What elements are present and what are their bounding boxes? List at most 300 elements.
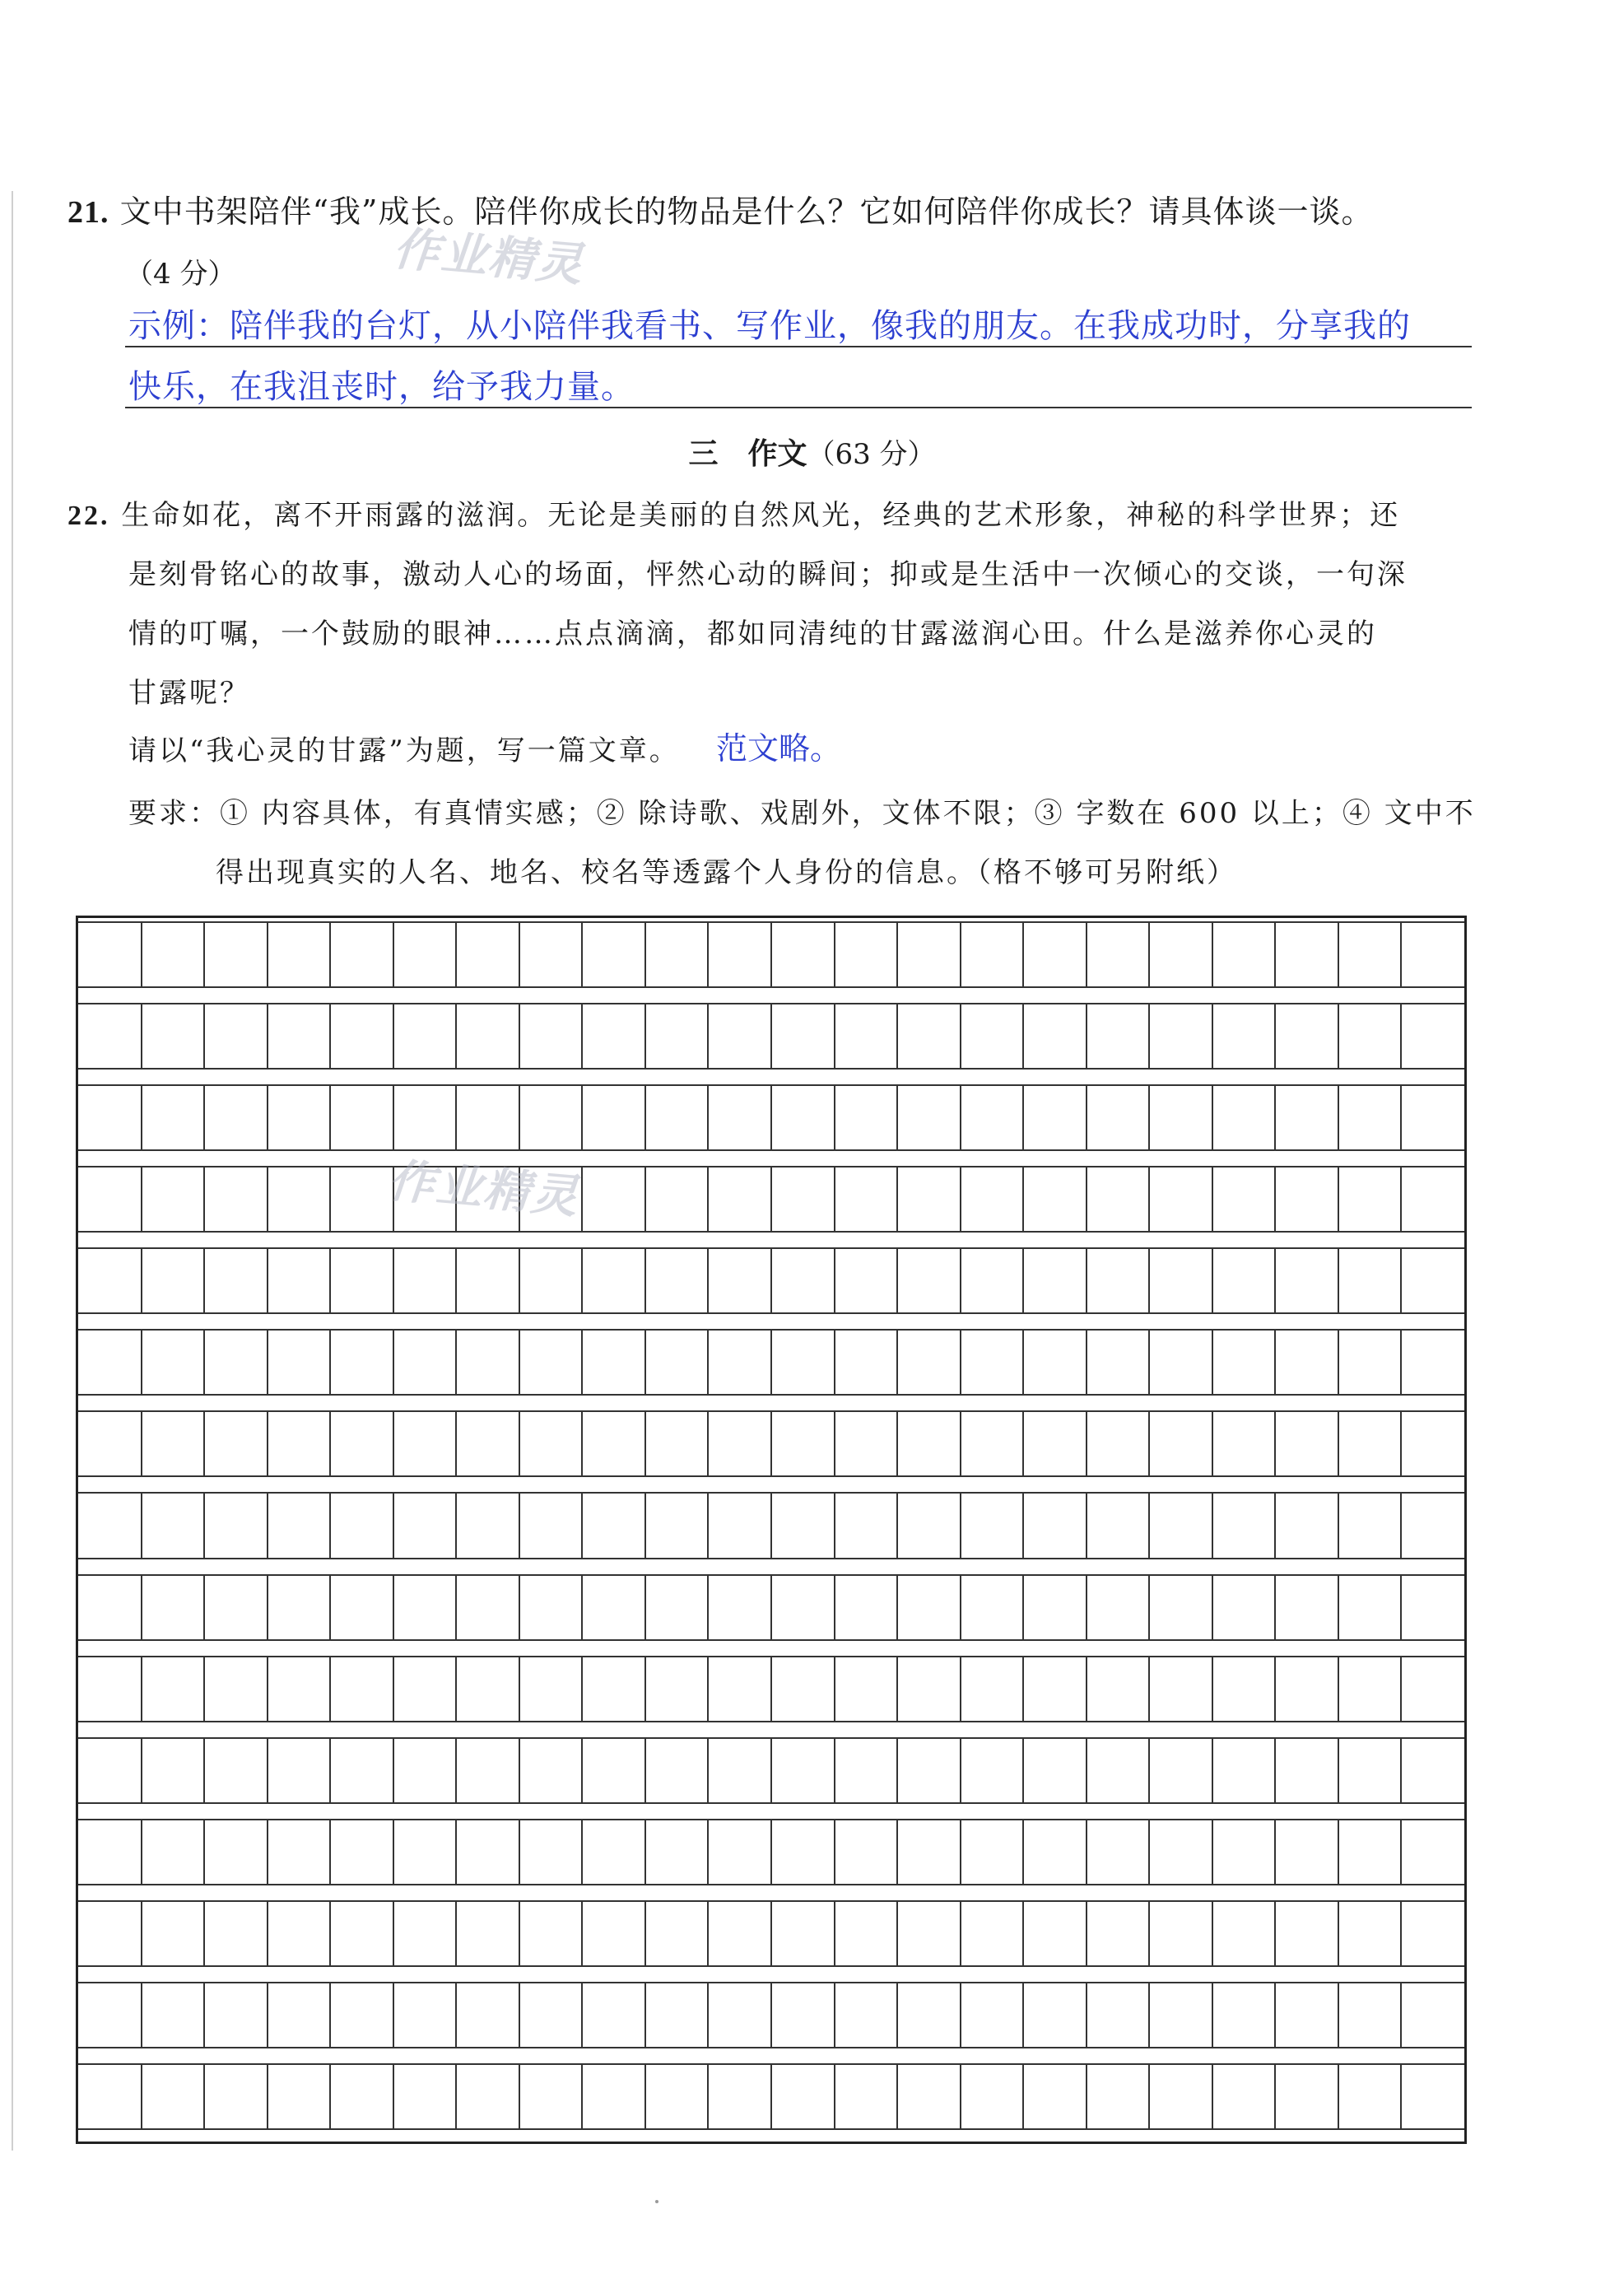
grid-cell[interactable]: [582, 1492, 646, 1559]
grid-cell[interactable]: [1338, 1166, 1403, 1233]
grid-cell[interactable]: [78, 1084, 142, 1151]
grid-cell[interactable]: [142, 1166, 206, 1233]
grid-cell[interactable]: [78, 1329, 142, 1396]
grid-cell[interactable]: [330, 1084, 394, 1151]
grid-cell[interactable]: [708, 1982, 772, 2048]
grid-cell[interactable]: [1149, 1900, 1213, 1967]
grid-cell[interactable]: [1275, 1247, 1339, 1314]
grid-cell[interactable]: [1023, 1737, 1087, 1804]
grid-cell[interactable]: [1338, 921, 1403, 988]
grid-cell[interactable]: [78, 921, 142, 988]
grid-cell[interactable]: [771, 1410, 835, 1477]
grid-cell[interactable]: [1338, 1819, 1403, 1885]
grid-cell[interactable]: [519, 1737, 584, 1804]
grid-cell[interactable]: [204, 1656, 268, 1722]
grid-cell[interactable]: [1212, 1819, 1277, 1885]
grid-cell[interactable]: [78, 1003, 142, 1070]
grid-cell[interactable]: [204, 1900, 268, 1967]
grid-cell[interactable]: [835, 1737, 899, 1804]
grid-cell[interactable]: [456, 1410, 520, 1477]
grid-cell[interactable]: [897, 1737, 961, 1804]
grid-cell[interactable]: [582, 2063, 646, 2130]
grid-cell[interactable]: [519, 921, 584, 988]
grid-cell[interactable]: [1275, 1574, 1339, 1641]
grid-cell[interactable]: [835, 2063, 899, 2130]
grid-cell[interactable]: [771, 1492, 835, 1559]
grid-cell[interactable]: [330, 1410, 394, 1477]
grid-cell[interactable]: [582, 921, 646, 988]
grid-cell[interactable]: [1023, 1982, 1087, 2048]
grid-cell[interactable]: [456, 1003, 520, 1070]
grid-cell[interactable]: [1023, 1084, 1087, 1151]
grid-cell[interactable]: [897, 1819, 961, 1885]
grid-cell[interactable]: [897, 1247, 961, 1314]
grid-cell[interactable]: [142, 1737, 206, 1804]
grid-cell[interactable]: [1338, 1900, 1403, 1967]
grid-cell[interactable]: [1023, 1003, 1087, 1070]
grid-cell[interactable]: [708, 1737, 772, 1804]
grid-cell[interactable]: [393, 1247, 458, 1314]
grid-cell[interactable]: [330, 1247, 394, 1314]
grid-cell[interactable]: [519, 1656, 584, 1722]
grid-cell[interactable]: [1401, 2063, 1465, 2130]
grid-cell[interactable]: [268, 2063, 332, 2130]
grid-cell[interactable]: [268, 1656, 332, 1722]
grid-cell[interactable]: [78, 1737, 142, 1804]
grid-cell[interactable]: [708, 1247, 772, 1314]
grid-cell[interactable]: [393, 1329, 458, 1396]
grid-cell[interactable]: [771, 1247, 835, 1314]
grid-cell[interactable]: [330, 921, 394, 988]
grid-cell[interactable]: [582, 1329, 646, 1396]
grid-cell[interactable]: [961, 1410, 1025, 1477]
grid-cell[interactable]: [1023, 2063, 1087, 2130]
grid-cell[interactable]: [582, 1737, 646, 1804]
grid-cell[interactable]: [1275, 1982, 1339, 2048]
grid-cell[interactable]: [142, 1247, 206, 1314]
grid-cell[interactable]: [1087, 1166, 1151, 1233]
grid-cell[interactable]: [961, 1819, 1025, 1885]
grid-cell[interactable]: [771, 2063, 835, 2130]
grid-cell[interactable]: [582, 1982, 646, 2048]
grid-cell[interactable]: [1212, 1247, 1277, 1314]
grid-cell[interactable]: [1149, 921, 1213, 988]
grid-cell[interactable]: [204, 1737, 268, 1804]
grid-cell[interactable]: [1212, 1166, 1277, 1233]
grid-cell[interactable]: [1212, 1492, 1277, 1559]
grid-cell[interactable]: [78, 1656, 142, 1722]
grid-cell[interactable]: [1401, 1166, 1465, 1233]
grid-cell[interactable]: [78, 2063, 142, 2130]
grid-cell[interactable]: [645, 1737, 710, 1804]
grid-cell[interactable]: [961, 1084, 1025, 1151]
grid-cell[interactable]: [330, 1737, 394, 1804]
grid-cell[interactable]: [961, 1574, 1025, 1641]
grid-cell[interactable]: [961, 1492, 1025, 1559]
grid-cell[interactable]: [204, 1247, 268, 1314]
grid-cell[interactable]: [1023, 1574, 1087, 1641]
grid-cell[interactable]: [519, 1574, 584, 1641]
grid-cell[interactable]: [1149, 1166, 1213, 1233]
grid-cell[interactable]: [645, 1900, 710, 1967]
grid-cell[interactable]: [519, 1329, 584, 1396]
grid-cell[interactable]: [1338, 2063, 1403, 2130]
grid-cell[interactable]: [771, 1656, 835, 1722]
grid-cell[interactable]: [1149, 2063, 1213, 2130]
grid-cell[interactable]: [1149, 1982, 1213, 2048]
grid-cell[interactable]: [1023, 1819, 1087, 1885]
grid-cell[interactable]: [1338, 1737, 1403, 1804]
grid-cell[interactable]: [645, 921, 710, 988]
grid-cell[interactable]: [268, 1737, 332, 1804]
grid-cell[interactable]: [1149, 1084, 1213, 1151]
grid-cell[interactable]: [835, 1410, 899, 1477]
grid-cell[interactable]: [1212, 1737, 1277, 1804]
grid-cell[interactable]: [1338, 1329, 1403, 1396]
grid-cell[interactable]: [645, 1492, 710, 1559]
grid-cell[interactable]: [78, 1410, 142, 1477]
grid-cell[interactable]: [961, 1003, 1025, 1070]
grid-cell[interactable]: [897, 1492, 961, 1559]
grid-cell[interactable]: [771, 1329, 835, 1396]
grid-cell[interactable]: [519, 1410, 584, 1477]
grid-cell[interactable]: [961, 1737, 1025, 1804]
grid-cell[interactable]: [268, 1410, 332, 1477]
grid-cell[interactable]: [1338, 1410, 1403, 1477]
grid-cell[interactable]: [645, 1084, 710, 1151]
grid-cell[interactable]: [1212, 1982, 1277, 2048]
grid-cell[interactable]: [519, 1003, 584, 1070]
grid-cell[interactable]: [645, 1982, 710, 2048]
grid-cell[interactable]: [393, 1410, 458, 1477]
grid-cell[interactable]: [645, 1003, 710, 1070]
grid-cell[interactable]: [1149, 1410, 1213, 1477]
grid-cell[interactable]: [393, 1084, 458, 1151]
essay-writing-grid[interactable]: [76, 916, 1467, 2144]
grid-cell[interactable]: [142, 1410, 206, 1477]
grid-cell[interactable]: [582, 1574, 646, 1641]
grid-cell[interactable]: [1275, 1819, 1339, 1885]
grid-cell[interactable]: [1401, 1410, 1465, 1477]
grid-cell[interactable]: [645, 1166, 710, 1233]
grid-cell[interactable]: [268, 1003, 332, 1070]
grid-cell[interactable]: [582, 1003, 646, 1070]
grid-cell[interactable]: [1087, 1574, 1151, 1641]
grid-cell[interactable]: [330, 1900, 394, 1967]
grid-cell[interactable]: [1212, 1410, 1277, 1477]
grid-cell[interactable]: [268, 921, 332, 988]
grid-cell[interactable]: [1401, 1003, 1465, 1070]
grid-cell[interactable]: [1023, 1410, 1087, 1477]
grid-cell[interactable]: [393, 2063, 458, 2130]
grid-cell[interactable]: [330, 1656, 394, 1722]
grid-cell[interactable]: [897, 1656, 961, 1722]
grid-cell[interactable]: [1023, 1492, 1087, 1559]
grid-cell[interactable]: [393, 1574, 458, 1641]
grid-cell[interactable]: [204, 2063, 268, 2130]
grid-cell[interactable]: [456, 921, 520, 988]
grid-cell[interactable]: [897, 1982, 961, 2048]
grid-cell[interactable]: [456, 1084, 520, 1151]
grid-cell[interactable]: [835, 1819, 899, 1885]
grid-cell[interactable]: [708, 1329, 772, 1396]
grid-cell[interactable]: [897, 921, 961, 988]
grid-cell[interactable]: [1275, 2063, 1339, 2130]
grid-cell[interactable]: [835, 1656, 899, 1722]
grid-cell[interactable]: [1212, 2063, 1277, 2130]
grid-cell[interactable]: [142, 1819, 206, 1885]
grid-cell[interactable]: [645, 1656, 710, 1722]
grid-cell[interactable]: [582, 1247, 646, 1314]
grid-cell[interactable]: [1401, 1819, 1465, 1885]
grid-cell[interactable]: [1087, 1982, 1151, 2048]
grid-cell[interactable]: [645, 1329, 710, 1396]
grid-cell[interactable]: [708, 1003, 772, 1070]
grid-cell[interactable]: [897, 2063, 961, 2130]
grid-cell[interactable]: [1212, 1084, 1277, 1151]
grid-cell[interactable]: [1149, 1329, 1213, 1396]
grid-cell[interactable]: [456, 1656, 520, 1722]
grid-cell[interactable]: [519, 1247, 584, 1314]
grid-cell[interactable]: [456, 1900, 520, 1967]
grid-cell[interactable]: [1401, 1656, 1465, 1722]
grid-cell[interactable]: [1087, 921, 1151, 988]
grid-cell[interactable]: [771, 921, 835, 988]
grid-cell[interactable]: [645, 1574, 710, 1641]
grid-cell[interactable]: [771, 1166, 835, 1233]
grid-cell[interactable]: [1023, 1900, 1087, 1967]
grid-cell[interactable]: [708, 1492, 772, 1559]
grid-cell[interactable]: [1087, 1656, 1151, 1722]
grid-cell[interactable]: [268, 1900, 332, 1967]
grid-cell[interactable]: [268, 1166, 332, 1233]
grid-cell[interactable]: [835, 1329, 899, 1396]
grid-cell[interactable]: [582, 1819, 646, 1885]
grid-cell[interactable]: [204, 1982, 268, 2048]
grid-cell[interactable]: [1401, 1084, 1465, 1151]
grid-cell[interactable]: [1212, 1656, 1277, 1722]
grid-cell[interactable]: [1338, 1574, 1403, 1641]
grid-cell[interactable]: [708, 1410, 772, 1477]
grid-cell[interactable]: [1401, 1247, 1465, 1314]
grid-cell[interactable]: [456, 2063, 520, 2130]
grid-cell[interactable]: [835, 1003, 899, 1070]
grid-cell[interactable]: [393, 1819, 458, 1885]
grid-cell[interactable]: [268, 1084, 332, 1151]
grid-cell[interactable]: [645, 1247, 710, 1314]
grid-cell[interactable]: [771, 1084, 835, 1151]
grid-cell[interactable]: [961, 2063, 1025, 2130]
grid-cell[interactable]: [1087, 1492, 1151, 1559]
grid-cell[interactable]: [645, 1410, 710, 1477]
grid-cell[interactable]: [708, 921, 772, 988]
grid-cell[interactable]: [645, 2063, 710, 2130]
grid-cell[interactable]: [771, 1737, 835, 1804]
grid-cell[interactable]: [142, 1329, 206, 1396]
grid-cell[interactable]: [1023, 1166, 1087, 1233]
grid-cell[interactable]: [393, 1900, 458, 1967]
grid-cell[interactable]: [708, 1656, 772, 1722]
grid-cell[interactable]: [142, 1003, 206, 1070]
grid-cell[interactable]: [1212, 1329, 1277, 1396]
grid-cell[interactable]: [1275, 1410, 1339, 1477]
grid-cell[interactable]: [1338, 1656, 1403, 1722]
grid-cell[interactable]: [1087, 1737, 1151, 1804]
grid-cell[interactable]: [1149, 1492, 1213, 1559]
grid-cell[interactable]: [961, 1166, 1025, 1233]
grid-cell[interactable]: [268, 1247, 332, 1314]
grid-cell[interactable]: [142, 1900, 206, 1967]
grid-cell[interactable]: [142, 1492, 206, 1559]
grid-cell[interactable]: [1338, 1084, 1403, 1151]
grid-cell[interactable]: [708, 1166, 772, 1233]
grid-cell[interactable]: [142, 1084, 206, 1151]
grid-cell[interactable]: [961, 1329, 1025, 1396]
grid-cell[interactable]: [456, 1737, 520, 1804]
grid-cell[interactable]: [204, 1410, 268, 1477]
grid-cell[interactable]: [582, 1410, 646, 1477]
grid-cell[interactable]: [1338, 1003, 1403, 1070]
grid-cell[interactable]: [519, 1492, 584, 1559]
grid-cell[interactable]: [456, 1329, 520, 1396]
grid-cell[interactable]: [1275, 1900, 1339, 1967]
grid-cell[interactable]: [1275, 1492, 1339, 1559]
grid-cell[interactable]: [1401, 1492, 1465, 1559]
grid-cell[interactable]: [393, 1982, 458, 2048]
grid-cell[interactable]: [835, 921, 899, 988]
grid-cell[interactable]: [897, 1900, 961, 1967]
grid-cell[interactable]: [456, 1982, 520, 2048]
grid-cell[interactable]: [519, 1900, 584, 1967]
grid-cell[interactable]: [330, 1982, 394, 2048]
grid-cell[interactable]: [1149, 1247, 1213, 1314]
grid-cell[interactable]: [519, 1982, 584, 2048]
grid-cell[interactable]: [1338, 1492, 1403, 1559]
grid-cell[interactable]: [204, 1819, 268, 1885]
grid-cell[interactable]: [142, 1656, 206, 1722]
grid-cell[interactable]: [1338, 1247, 1403, 1314]
grid-cell[interactable]: [456, 1819, 520, 1885]
grid-cell[interactable]: [330, 2063, 394, 2130]
grid-cell[interactable]: [1338, 1982, 1403, 2048]
grid-cell[interactable]: [771, 1900, 835, 1967]
grid-cell[interactable]: [204, 921, 268, 988]
grid-cell[interactable]: [1401, 1737, 1465, 1804]
grid-cell[interactable]: [519, 1084, 584, 1151]
grid-cell[interactable]: [708, 1084, 772, 1151]
grid-cell[interactable]: [771, 1982, 835, 2048]
grid-cell[interactable]: [1401, 1329, 1465, 1396]
grid-cell[interactable]: [1212, 921, 1277, 988]
grid-cell[interactable]: [1149, 1003, 1213, 1070]
grid-cell[interactable]: [456, 1247, 520, 1314]
grid-cell[interactable]: [393, 1737, 458, 1804]
grid-cell[interactable]: [204, 1084, 268, 1151]
grid-cell[interactable]: [582, 1900, 646, 1967]
grid-cell[interactable]: [456, 1574, 520, 1641]
grid-cell[interactable]: [708, 2063, 772, 2130]
grid-cell[interactable]: [142, 2063, 206, 2130]
grid-cell[interactable]: [835, 1574, 899, 1641]
grid-cell[interactable]: [1087, 1900, 1151, 1967]
grid-cell[interactable]: [330, 1819, 394, 1885]
grid-cell[interactable]: [1212, 1003, 1277, 1070]
grid-cell[interactable]: [78, 1982, 142, 2048]
grid-cell[interactable]: [204, 1166, 268, 1233]
grid-cell[interactable]: [142, 1982, 206, 2048]
grid-cell[interactable]: [1275, 921, 1339, 988]
grid-cell[interactable]: [1023, 1656, 1087, 1722]
grid-cell[interactable]: [1149, 1737, 1213, 1804]
grid-cell[interactable]: [582, 1166, 646, 1233]
grid-cell[interactable]: [330, 1003, 394, 1070]
grid-cell[interactable]: [1087, 1247, 1151, 1314]
grid-cell[interactable]: [708, 1819, 772, 1885]
grid-cell[interactable]: [1023, 921, 1087, 988]
grid-cell[interactable]: [204, 1574, 268, 1641]
grid-cell[interactable]: [1275, 1329, 1339, 1396]
grid-cell[interactable]: [645, 1819, 710, 1885]
grid-cell[interactable]: [835, 1492, 899, 1559]
grid-cell[interactable]: [1087, 1329, 1151, 1396]
grid-cell[interactable]: [1212, 1574, 1277, 1641]
grid-cell[interactable]: [1401, 921, 1465, 988]
grid-cell[interactable]: [835, 1247, 899, 1314]
grid-cell[interactable]: [897, 1574, 961, 1641]
grid-cell[interactable]: [897, 1329, 961, 1396]
grid-cell[interactable]: [835, 1982, 899, 2048]
grid-cell[interactable]: [78, 1900, 142, 1967]
grid-cell[interactable]: [1087, 2063, 1151, 2130]
grid-cell[interactable]: [1149, 1819, 1213, 1885]
grid-cell[interactable]: [1401, 1900, 1465, 1967]
grid-cell[interactable]: [897, 1410, 961, 1477]
grid-cell[interactable]: [78, 1166, 142, 1233]
grid-cell[interactable]: [1023, 1247, 1087, 1314]
grid-cell[interactable]: [835, 1166, 899, 1233]
grid-cell[interactable]: [519, 1819, 584, 1885]
grid-cell[interactable]: [1149, 1574, 1213, 1641]
grid-cell[interactable]: [1275, 1737, 1339, 1804]
grid-cell[interactable]: [771, 1003, 835, 1070]
grid-cell[interactable]: [330, 1329, 394, 1396]
grid-cell[interactable]: [1023, 1329, 1087, 1396]
grid-cell[interactable]: [78, 1247, 142, 1314]
grid-cell[interactable]: [771, 1819, 835, 1885]
grid-cell[interactable]: [897, 1166, 961, 1233]
grid-cell[interactable]: [142, 921, 206, 988]
grid-cell[interactable]: [897, 1003, 961, 1070]
grid-cell[interactable]: [268, 1574, 332, 1641]
grid-cell[interactable]: [78, 1492, 142, 1559]
grid-cell[interactable]: [78, 1819, 142, 1885]
grid-cell[interactable]: [1275, 1003, 1339, 1070]
grid-cell[interactable]: [268, 1492, 332, 1559]
grid-cell[interactable]: [204, 1003, 268, 1070]
grid-cell[interactable]: [393, 921, 458, 988]
grid-cell[interactable]: [961, 1247, 1025, 1314]
grid-cell[interactable]: [961, 921, 1025, 988]
grid-cell[interactable]: [330, 1166, 394, 1233]
grid-cell[interactable]: [268, 1329, 332, 1396]
grid-cell[interactable]: [1212, 1900, 1277, 1967]
grid-cell[interactable]: [961, 1982, 1025, 2048]
grid-cell[interactable]: [771, 1574, 835, 1641]
grid-cell[interactable]: [582, 1656, 646, 1722]
grid-cell[interactable]: [204, 1329, 268, 1396]
grid-cell[interactable]: [142, 1574, 206, 1641]
grid-cell[interactable]: [1401, 1574, 1465, 1641]
